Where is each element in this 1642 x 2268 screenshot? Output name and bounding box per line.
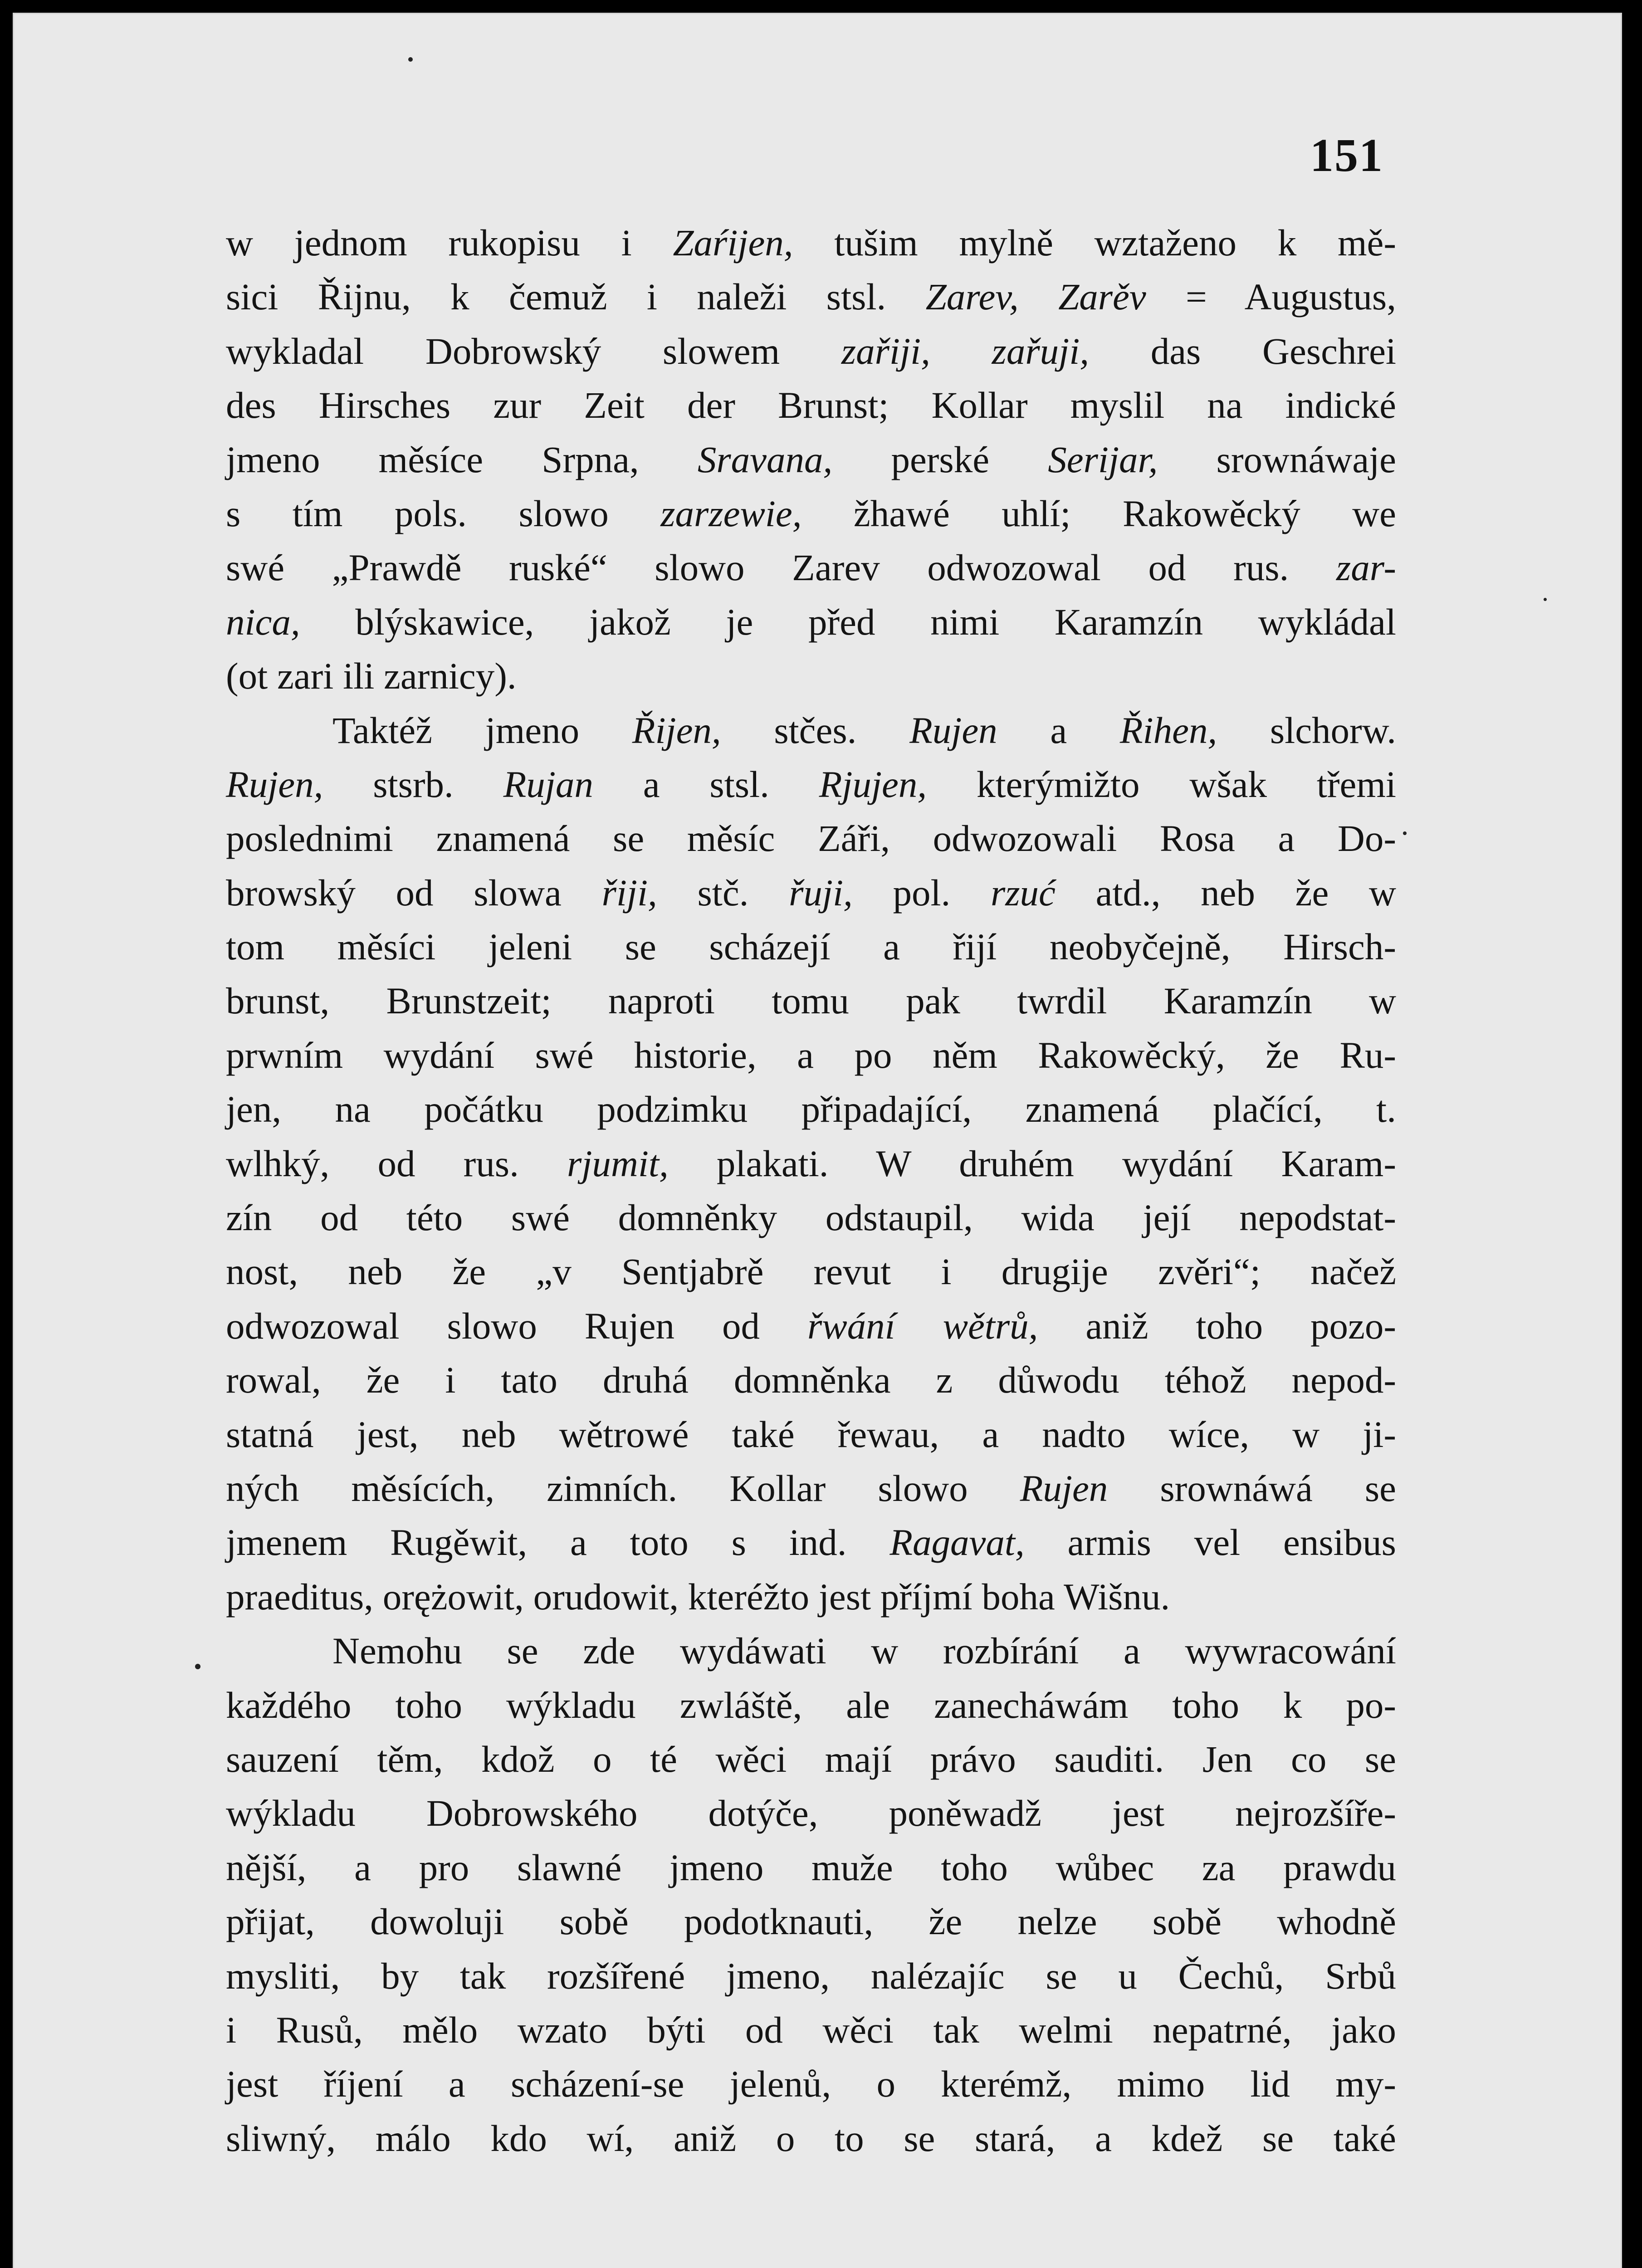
text-run: sauzení těm, kdož o té wěci mají právo sauditi. Jen co se: [226, 1738, 1396, 1780]
text-run: plakati. W druhém wydání Karam-: [668, 1142, 1396, 1184]
text-line: [226, 2112, 1396, 2165]
text-run: žhawé uhlí; Rakowěcký we: [801, 492, 1396, 534]
text-run: nější, a pro slawné jmeno muže toho wůbec za prawdu: [226, 1846, 1396, 1888]
text-run: stč.: [657, 871, 789, 914]
italic-term: řiji,: [601, 871, 657, 914]
text-run: a stsl.: [593, 763, 819, 805]
text-line: [226, 1299, 1396, 1353]
text-line: [226, 649, 1396, 703]
text-run: stčes.: [721, 709, 910, 751]
print-speck: [408, 57, 413, 62]
text-line: [226, 324, 1396, 378]
text-run: Taktéž jmeno: [332, 709, 632, 751]
text-run: nost, neb že „v Sentjabrě revut i drugije zvěri“; načež: [226, 1251, 1396, 1293]
text-line: [226, 1137, 1396, 1191]
text-line: [226, 866, 1396, 920]
text-line: [226, 1245, 1396, 1299]
text-line: [226, 1786, 1396, 1840]
text-run: poslednimi znamená se měsíc Záři, odwozowali Rosa a Do-: [226, 817, 1396, 860]
text-run: das Geschrei: [1089, 330, 1396, 372]
text-run: každého toho wýkladu zwláště, ale zanecháwám toho k po-: [226, 1684, 1396, 1726]
text-run: wýkladu Dobrowského dotýče, poněwadž jest nejrozšíře-: [226, 1792, 1396, 1834]
text-line: [226, 974, 1396, 1028]
print-speck: [1544, 598, 1547, 601]
italic-term: zařiji, zařuji,: [841, 330, 1090, 372]
italic-term: nica,: [226, 601, 300, 643]
text-run: jest říjení a scházení-se jelenů, o kterémž, mimo lid my-: [226, 2063, 1396, 2105]
print-speck: [195, 1664, 200, 1669]
text-run: wlhký, od rus.: [226, 1142, 567, 1184]
text-line: [226, 1624, 1396, 1678]
text-run: s tím pols. slowo: [226, 492, 661, 534]
text-line: [226, 920, 1396, 974]
italic-term: Ragavat,: [889, 1521, 1025, 1564]
text-run: aniž toho pozo-: [1038, 1305, 1396, 1347]
text-line: [226, 1515, 1396, 1569]
italic-term: Rujan: [503, 763, 593, 805]
text-line: [226, 704, 1396, 758]
text-run: sliwný, málo kdo wí, aniž o to se stará, a kdež se také: [226, 2117, 1396, 2159]
text-line: [226, 541, 1396, 595]
text-run: slchorw.: [1217, 709, 1396, 751]
text-line: [226, 1732, 1396, 1786]
italic-term: Rujen: [909, 709, 997, 751]
text-run: jen, na počátku podzimku připadající, znamená plačící, t.: [226, 1088, 1396, 1130]
text-run: zín od této swé domněnky odstaupil, wida její nepodstat-: [226, 1197, 1396, 1239]
text-run: des Hirsches zur Zeit der Brunst; Kollar myslil na indické: [226, 384, 1396, 426]
text-line: [226, 1949, 1396, 2003]
text-run: jmenem Rugěwit, a toto s ind.: [226, 1521, 890, 1564]
italic-term: Serijar,: [1048, 438, 1158, 480]
text-run: stsrb.: [323, 763, 503, 805]
text-run: wykladal Dobrowský slowem: [226, 330, 841, 372]
text-run: ných měsících, zimních. Kollar slowo: [226, 1467, 1020, 1509]
italic-term: Rujen: [1020, 1467, 1108, 1509]
text-line: [226, 1841, 1396, 1895]
text-line: [226, 1028, 1396, 1082]
text-run: sici Řijnu, k čemuž i naleži stsl.: [226, 276, 926, 318]
text-line: [226, 1570, 1396, 1624]
text-run: = Augustus,: [1146, 276, 1396, 318]
italic-term: Řihen,: [1119, 709, 1217, 751]
italic-term: Zarev, Zarěv: [925, 276, 1146, 318]
text-run: přijat, dowoluji sobě podotknauti, že nelze sobě whodně: [226, 1901, 1396, 1943]
text-run: kterýmižto wšak třemi: [927, 763, 1396, 805]
text-line: [226, 487, 1396, 541]
text-run: Nemohu se zde wydáwati w rozbírání a wywracowání: [332, 1630, 1396, 1672]
text-line: [226, 1082, 1396, 1136]
text-run: srownáwaje: [1158, 438, 1396, 480]
text-line: [226, 1678, 1396, 1732]
text-run: praeditus, orężowit, orudowit, kteréžto jest příjmí boha Wišnu.: [226, 1575, 1170, 1618]
body-text: [226, 216, 1396, 2165]
italic-term: Rujen,: [226, 763, 323, 805]
text-run: w jednom rukopisu i: [226, 222, 673, 264]
text-run: blýskawice, jakož je před nimi Karamzín wykládal: [300, 601, 1396, 643]
text-run: atd., neb že w: [1055, 871, 1396, 914]
text-line: [226, 270, 1396, 324]
italic-term: zarzewie,: [660, 492, 802, 534]
print-speck: [1403, 831, 1407, 835]
text-run: tom měsíci jeleni se scházejí a řijí neobyčejně, Hirsch-: [226, 926, 1396, 968]
text-run: armis vel ensibus: [1024, 1521, 1396, 1564]
italic-term: Rjujen,: [819, 763, 927, 805]
italic-term: zar-: [1336, 547, 1396, 589]
text-line: [226, 433, 1396, 487]
text-line: [226, 758, 1396, 811]
text-line: [226, 1895, 1396, 1949]
italic-term: rzuć: [990, 871, 1056, 914]
page-number: 151: [1310, 129, 1383, 181]
text-run: brunst, Brunstzeit; naproti tomu pak twrdil Karamzín w: [226, 980, 1396, 1022]
italic-term: Řijen,: [632, 709, 721, 751]
text-line: [226, 1353, 1396, 1407]
text-run: (ot zari ili zarnicy).: [226, 655, 517, 697]
text-run: perské: [832, 438, 1048, 480]
text-line: [226, 1408, 1396, 1461]
text-line: [226, 595, 1396, 649]
text-run: statná jest, neb wětrowé také řewau, a nadto wíce, w ji-: [226, 1413, 1396, 1455]
text-line: [226, 216, 1396, 270]
text-run: pol.: [852, 871, 991, 914]
text-line: [226, 811, 1396, 865]
text-line: [226, 2057, 1396, 2111]
text-run: tušim mylně wztaženo k mě-: [793, 222, 1396, 264]
text-run: i Rusů, mělo wzato býti od wěci tak welmi nepatrné, jako: [226, 2009, 1396, 2051]
italic-term: řuji,: [789, 871, 853, 914]
text-line: [226, 1461, 1396, 1515]
text-run: mysliti, by tak rozšířené jmeno, nalézajíc se u Čechů, Srbů: [226, 1955, 1396, 1997]
text-run: jmeno měsíce Srpna,: [226, 438, 698, 480]
text-line: [226, 378, 1396, 432]
text-run: srownáwá se: [1108, 1467, 1396, 1509]
text-run: a: [997, 709, 1120, 751]
text-run: swé „Prawdě ruské“ slowo Zarev odwozowal od rus.: [226, 547, 1336, 589]
italic-term: řwání wětrů,: [807, 1305, 1038, 1347]
text-line: [226, 2003, 1396, 2057]
text-run: rowal, že i tato druhá domněnka z důwodu téhož nepod-: [226, 1359, 1396, 1401]
text-line: [226, 1191, 1396, 1245]
text-run: odwozowal slowo Rujen od: [226, 1305, 807, 1347]
book-page: [13, 13, 1622, 2268]
italic-term: Sravana,: [697, 438, 833, 480]
text-run: prwním wydání swé historie, a po něm Rakowěcký, že Ru-: [226, 1034, 1396, 1076]
italic-term: Zaŕijen,: [673, 222, 793, 264]
text-run: browský od slowa: [226, 871, 602, 914]
italic-term: rjumit,: [567, 1142, 669, 1184]
